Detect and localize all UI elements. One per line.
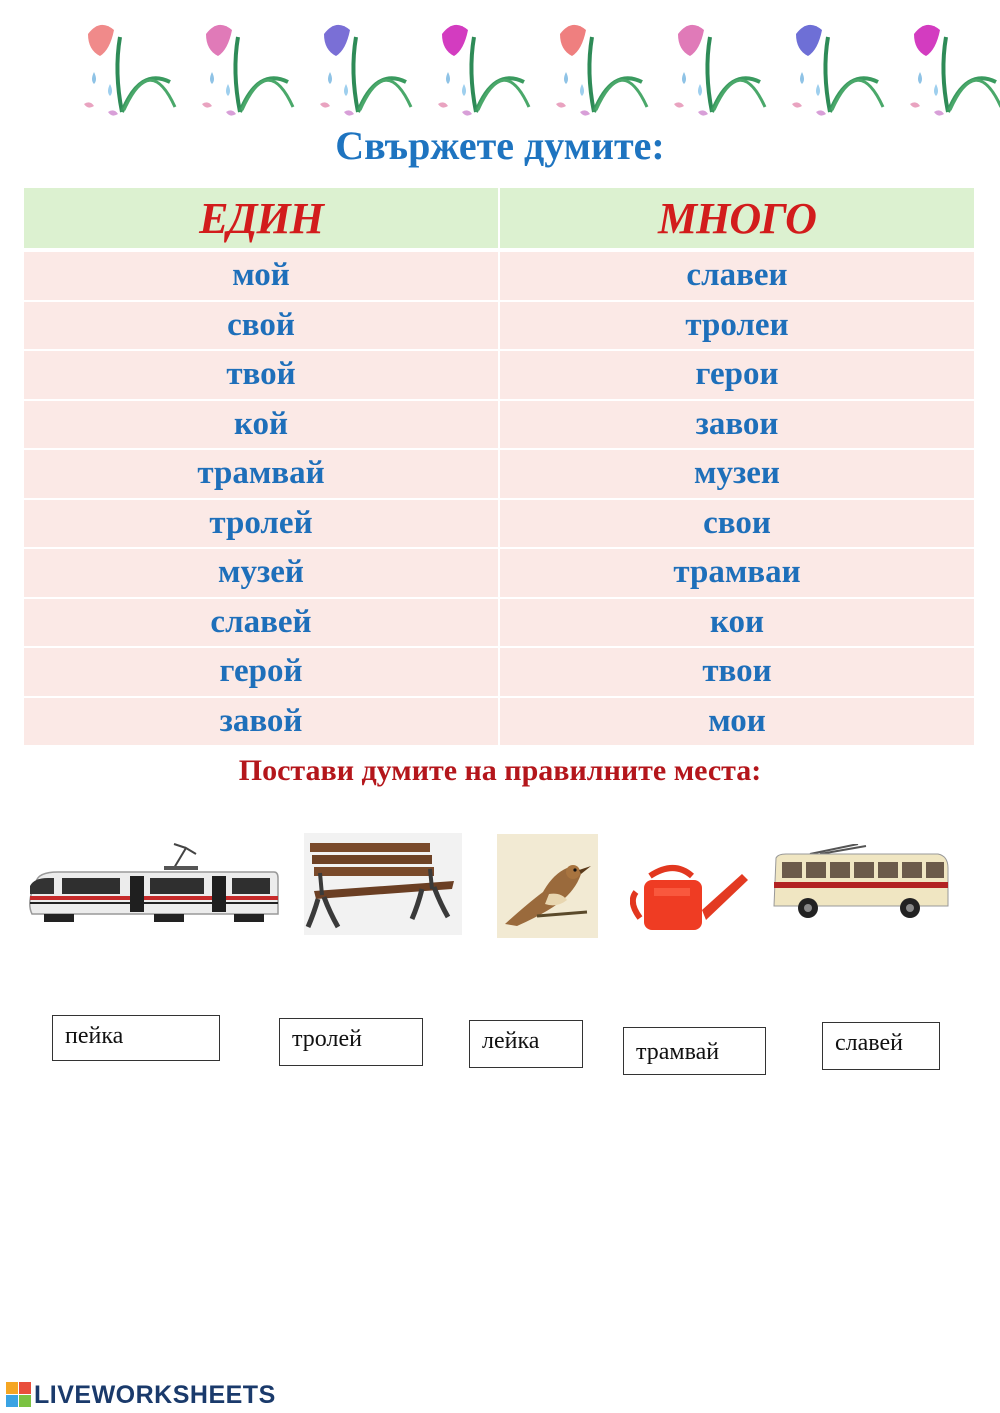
header-one: ЕДИН — [24, 188, 499, 248]
table-row — [24, 449, 974, 499]
word-singular[interactable]: тролей — [24, 499, 499, 549]
answer-box[interactable]: тролей — [279, 1018, 423, 1066]
flower-icon — [320, 25, 411, 116]
matching-table — [24, 188, 974, 747]
flower-icon — [674, 25, 765, 116]
word-singular[interactable]: твой — [24, 350, 499, 400]
tram-picture — [24, 842, 280, 928]
flower-border — [80, 12, 1000, 122]
word-plural[interactable]: музеи — [499, 449, 974, 499]
word-plural[interactable]: тролеи — [499, 301, 974, 351]
word-plural[interactable]: славеи — [499, 252, 974, 301]
word-singular[interactable]: музей — [24, 548, 499, 598]
footer-brand — [6, 1380, 276, 1410]
table-row — [24, 350, 974, 400]
trolleybus-picture — [770, 844, 952, 922]
flower-icon — [202, 25, 293, 116]
table-row — [24, 301, 974, 351]
footer-brand-text: LIVEWORKSHEETS — [34, 1380, 276, 1409]
instructions-heading: Постави думите на правилните места: — [238, 754, 762, 787]
watering-can-picture — [630, 862, 750, 934]
word-plural[interactable]: завои — [499, 400, 974, 450]
word-plural[interactable]: мои — [499, 697, 974, 747]
word-singular[interactable]: свой — [24, 301, 499, 351]
table-row — [24, 400, 974, 450]
word-singular[interactable]: завой — [24, 697, 499, 747]
word-singular[interactable]: кой — [24, 400, 499, 450]
word-singular[interactable]: славей — [24, 598, 499, 648]
answer-box[interactable]: славей — [822, 1022, 940, 1070]
answer-box[interactable]: лейка — [469, 1020, 583, 1068]
word-singular[interactable]: герой — [24, 647, 499, 697]
word-singular[interactable]: мой — [24, 252, 499, 301]
nightingale-picture — [497, 834, 598, 938]
liveworksheets-logo-icon — [6, 1382, 32, 1408]
flower-icon — [910, 25, 1000, 116]
table-row — [24, 499, 974, 549]
answer-box[interactable]: пейка — [52, 1015, 220, 1061]
table-row — [24, 548, 974, 598]
table-row — [24, 252, 974, 301]
word-plural[interactable]: герои — [499, 350, 974, 400]
table-row — [24, 647, 974, 697]
page-title: Свържете думите: — [335, 123, 665, 168]
flower-icon — [792, 25, 883, 116]
table-row — [24, 697, 974, 747]
word-singular[interactable]: трамвай — [24, 449, 499, 499]
flower-icon — [556, 25, 647, 116]
word-plural[interactable]: кои — [499, 598, 974, 648]
answer-box[interactable]: трамвай — [623, 1027, 766, 1075]
flower-icon — [438, 25, 529, 116]
word-plural[interactable]: твои — [499, 647, 974, 697]
table-row — [24, 598, 974, 648]
flower-icon — [84, 25, 175, 116]
word-plural[interactable]: трамваи — [499, 548, 974, 598]
table-header-row — [24, 188, 974, 248]
bench-picture — [304, 833, 462, 935]
header-many: МНОГО — [499, 188, 974, 248]
word-plural[interactable]: свои — [499, 499, 974, 549]
